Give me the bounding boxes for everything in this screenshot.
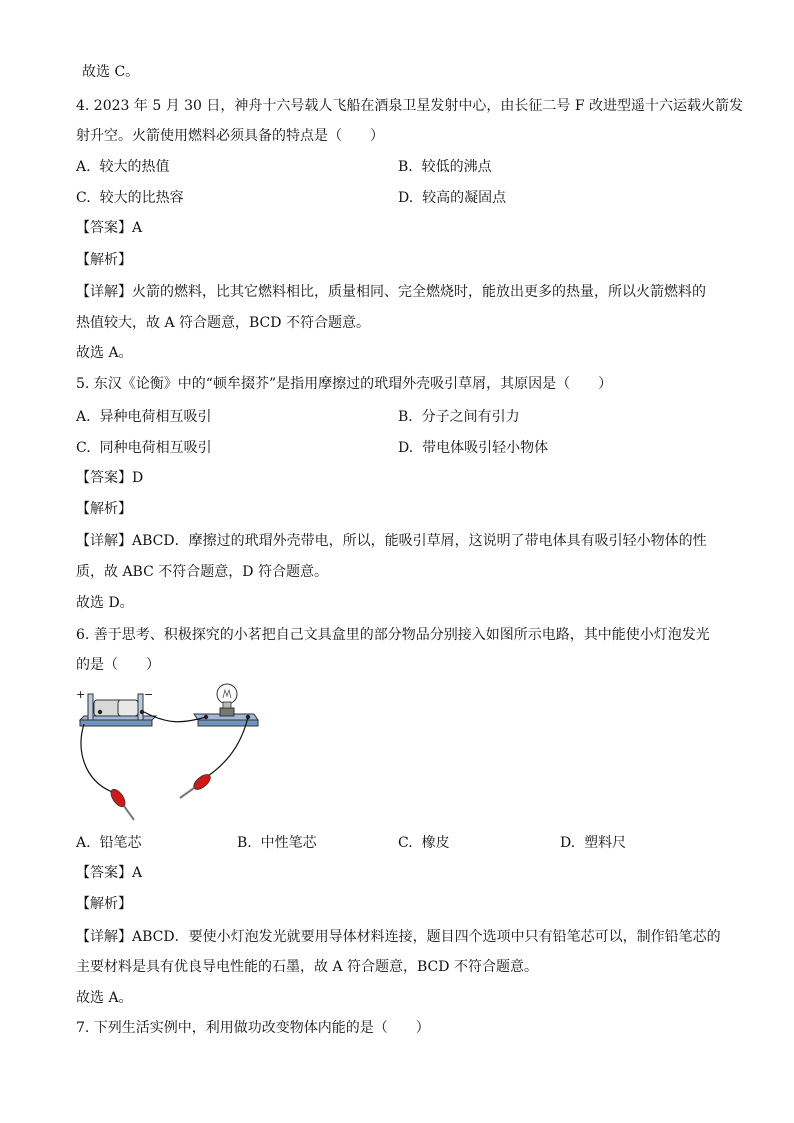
option-text: 带电体吸引轻小物体 — [422, 440, 549, 456]
q5-option-d — [398, 438, 548, 458]
alligator-clip-right-icon — [180, 772, 213, 798]
q6-stem-line2: 的是（ ） — [76, 657, 160, 673]
q4-option-b — [398, 157, 492, 177]
q5-detail-line1: 【详解】ABCD．摩擦过的玳瑁外壳带电，所以，能吸引草屑，这说明了带电体具有吸引轻小物体的性 — [76, 533, 707, 549]
q4-conclusion: 故选 A。 — [76, 345, 133, 361]
option-label: A. — [76, 159, 91, 175]
q3-conclusion: 故选 C。 — [82, 64, 140, 80]
option-label: A. — [76, 835, 91, 851]
q4-detail-line1: 【详解】火箭的燃料，比其它燃料相比，质量相同、完全燃烧时，能放出更多的热量，所以火箭燃料的 — [76, 284, 706, 300]
q6-answer — [76, 863, 142, 883]
option-text: 塑料尺 — [584, 835, 627, 851]
answer-tag: 【答案】 — [76, 220, 132, 236]
option-text: 分子之间有引力 — [421, 409, 520, 425]
option-text: 铅笔芯 — [99, 835, 142, 851]
option-label: C. — [398, 835, 413, 851]
option-text: 较大的热值 — [99, 159, 170, 175]
q4-detail-line2: 热值较大，故 A 符合题意，BCD 不符合题意。 — [76, 315, 370, 331]
option-text: 较低的沸点 — [421, 159, 492, 175]
q6-option-c — [398, 833, 450, 853]
q4-stem-line1: 4. 2023 年 5 月 30 日，神舟十六号载人飞船在酒泉卫星发射中心，由长征二号 F 改进型遥十六运载火箭发 — [76, 98, 744, 114]
q4-option-c — [76, 188, 184, 208]
q6-conclusion: 故选 A。 — [76, 990, 133, 1006]
option-label: D. — [398, 440, 414, 456]
alligator-clip-left-icon — [108, 787, 134, 820]
q4-stem-line2: 射升空。火箭使用燃料必须具备的特点是（ ） — [76, 128, 384, 144]
q6-option-d — [560, 833, 626, 853]
option-label: D. — [398, 190, 414, 206]
q6-detail-line2: 主要材料是具有优良导电性能的石墨，故 A 符合题意，BCD 不符合题意。 — [76, 959, 538, 975]
option-label: B. — [398, 409, 413, 425]
option-label: C. — [76, 190, 91, 206]
option-text: 异种电荷相互吸引 — [99, 409, 212, 425]
q4-option-d — [398, 188, 506, 208]
q5-analysis-tag: 【解析】 — [76, 501, 132, 517]
answer-tag: 【答案】 — [76, 865, 132, 881]
q4-analysis-tag: 【解析】 — [76, 252, 132, 268]
answer-value: D — [132, 470, 144, 486]
q6-option-b — [237, 833, 317, 853]
q5-option-a — [76, 407, 211, 427]
option-label: B. — [398, 159, 413, 175]
option-label: B. — [237, 835, 252, 851]
q7-stem-line1: 7. 下列生活实例中，利用做功改变物体内能的是（ ） — [76, 1020, 430, 1036]
q4-option-a — [76, 157, 169, 177]
answer-value: A — [132, 865, 143, 881]
light-bulb-icon — [194, 684, 258, 726]
option-text: 较高的凝固点 — [422, 190, 507, 206]
circuit-diagram — [72, 680, 272, 830]
q6-analysis-tag: 【解析】 — [76, 896, 132, 912]
wire-left — [81, 724, 112, 792]
q5-option-c — [76, 438, 212, 458]
option-label: C. — [76, 440, 91, 456]
q4-answer — [76, 218, 142, 238]
option-text: 较大的比热容 — [99, 190, 184, 206]
option-label: D. — [560, 835, 576, 851]
q5-stem-line1: 5. 东汉《论衡》中的“顿牟掇芥”是指用摩擦过的玳瑁外壳吸引草屑，其原因是（ ） — [76, 376, 613, 392]
q6-option-a — [76, 833, 141, 853]
q6-detail-line1: 【详解】ABCD．要使小灯泡发光就要用导体材料连接，题目四个选项中只有铅笔芯可以，制作铅笔芯的 — [76, 929, 721, 945]
q6-stem-line1: 6. 善于思考、积极探究的小茗把自己文具盒里的部分物品分别接入如图所示电路，其中能使小灯泡发光 — [76, 627, 710, 643]
q5-conclusion: 故选 D。 — [76, 595, 134, 611]
q5-detail-line2: 质，故 ABC 不符合题意，D 符合题意。 — [76, 564, 328, 580]
circuit-figure — [72, 680, 272, 830]
answer-value: A — [132, 220, 143, 236]
q5-answer — [76, 468, 143, 488]
option-label: A. — [76, 409, 91, 425]
plus-sign-label: + — [76, 688, 86, 701]
answer-tag: 【答案】 — [76, 470, 132, 486]
option-text: 橡皮 — [421, 835, 450, 851]
option-text: 中性笔芯 — [260, 835, 317, 851]
minus-sign-label: − — [144, 688, 154, 701]
q5-option-b — [398, 407, 520, 427]
option-text: 同种电荷相互吸引 — [99, 440, 212, 456]
